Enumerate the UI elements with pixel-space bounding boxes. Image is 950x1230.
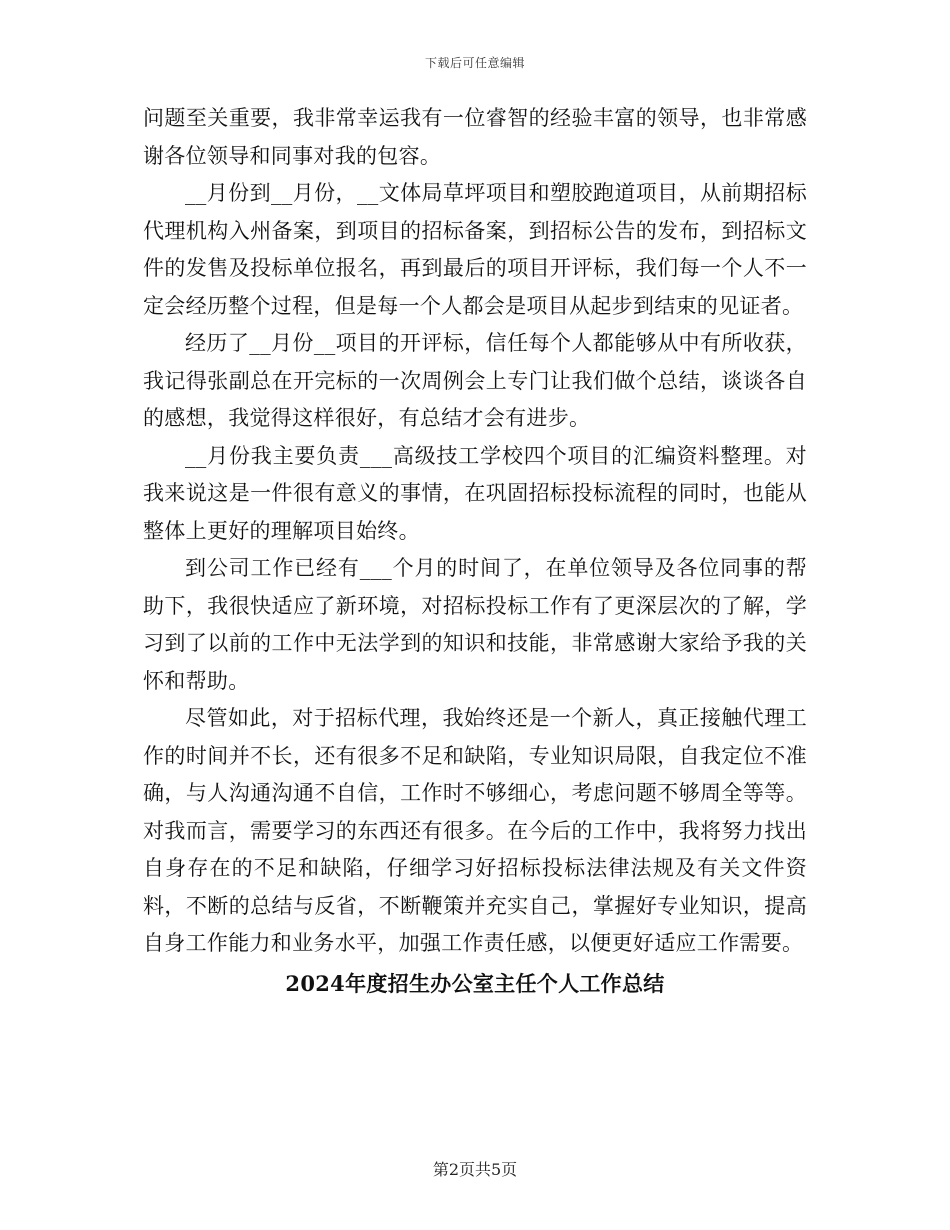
paragraph: 到公司工作已经有___个月的时间了，在单位领导及各位同事的帮助下，我很快适应了新环境，对招标投标工作有了更深层次的了解，学习到了以前的工作中无法学到的知识和技能，非常感谢大家给予我的关怀和帮助。 bbox=[143, 556, 807, 693]
paragraph: __月份到__月份，__文体局草坪项目和塑胶跑道项目，从前期招标代理机构入州备案，到项目的招标备案，到招标公告的发布，到招标文件的发售及投标单位报名，再到最后的项目开评标，我们每一个人不一定会经历整个过程，但是每一个人都会是项目从起步到结束的见证者。 bbox=[143, 181, 807, 318]
section-title: 2024年度招生办公室主任个人工作总结 bbox=[285, 970, 665, 996]
paragraph: 经历了__月份__项目的开评标，信任每个人都能够从中有所收获，我记得张副总在开完标的一次周例会上专门让我们做个总结，谈谈各自的感想，我觉得这样很好，有总结才会有进步。 bbox=[143, 331, 807, 430]
paragraph: __月份我主要负责___高级技工学校四个项目的汇编资料整理。对我来说这是一件很有意义的事情，在巩固招标投标流程的同时，也能从整体上更好的理解项目始终。 bbox=[143, 443, 807, 543]
paragraph: 尽管如此，对于招标代理，我始终还是一个新人，真正接触代理工作的时间并不长，还有很多不足和缺陷，专业知识局限，自我定位不准确，与人沟通沟通不自信，工作时不够细心，考虑问题不够周全等等。对我而言，需要学习的东西还有很多。在今后的工作中，我将努力找出自身存在的不足和缺陷，仔细学习好招标投标法律法规及有关文件资料，不断的总结与反省，不断鞭策并充实自己，掌握好专业知识，提高自身工作能力和业务水平，加强工作责任感，以便更好适应工作需要。 bbox=[143, 706, 807, 955]
document-body bbox=[143, 100, 807, 1002]
paragraph-continuation: 问题至关重要，我非常幸运我有一位睿智的经验丰富的领导，也非常感谢各位领导和同事对我的包容。 bbox=[143, 106, 807, 168]
page-number-footer: 第2页共5页 bbox=[432, 1160, 518, 1179]
page-header-note: 下载后可任意编辑 bbox=[424, 56, 525, 70]
